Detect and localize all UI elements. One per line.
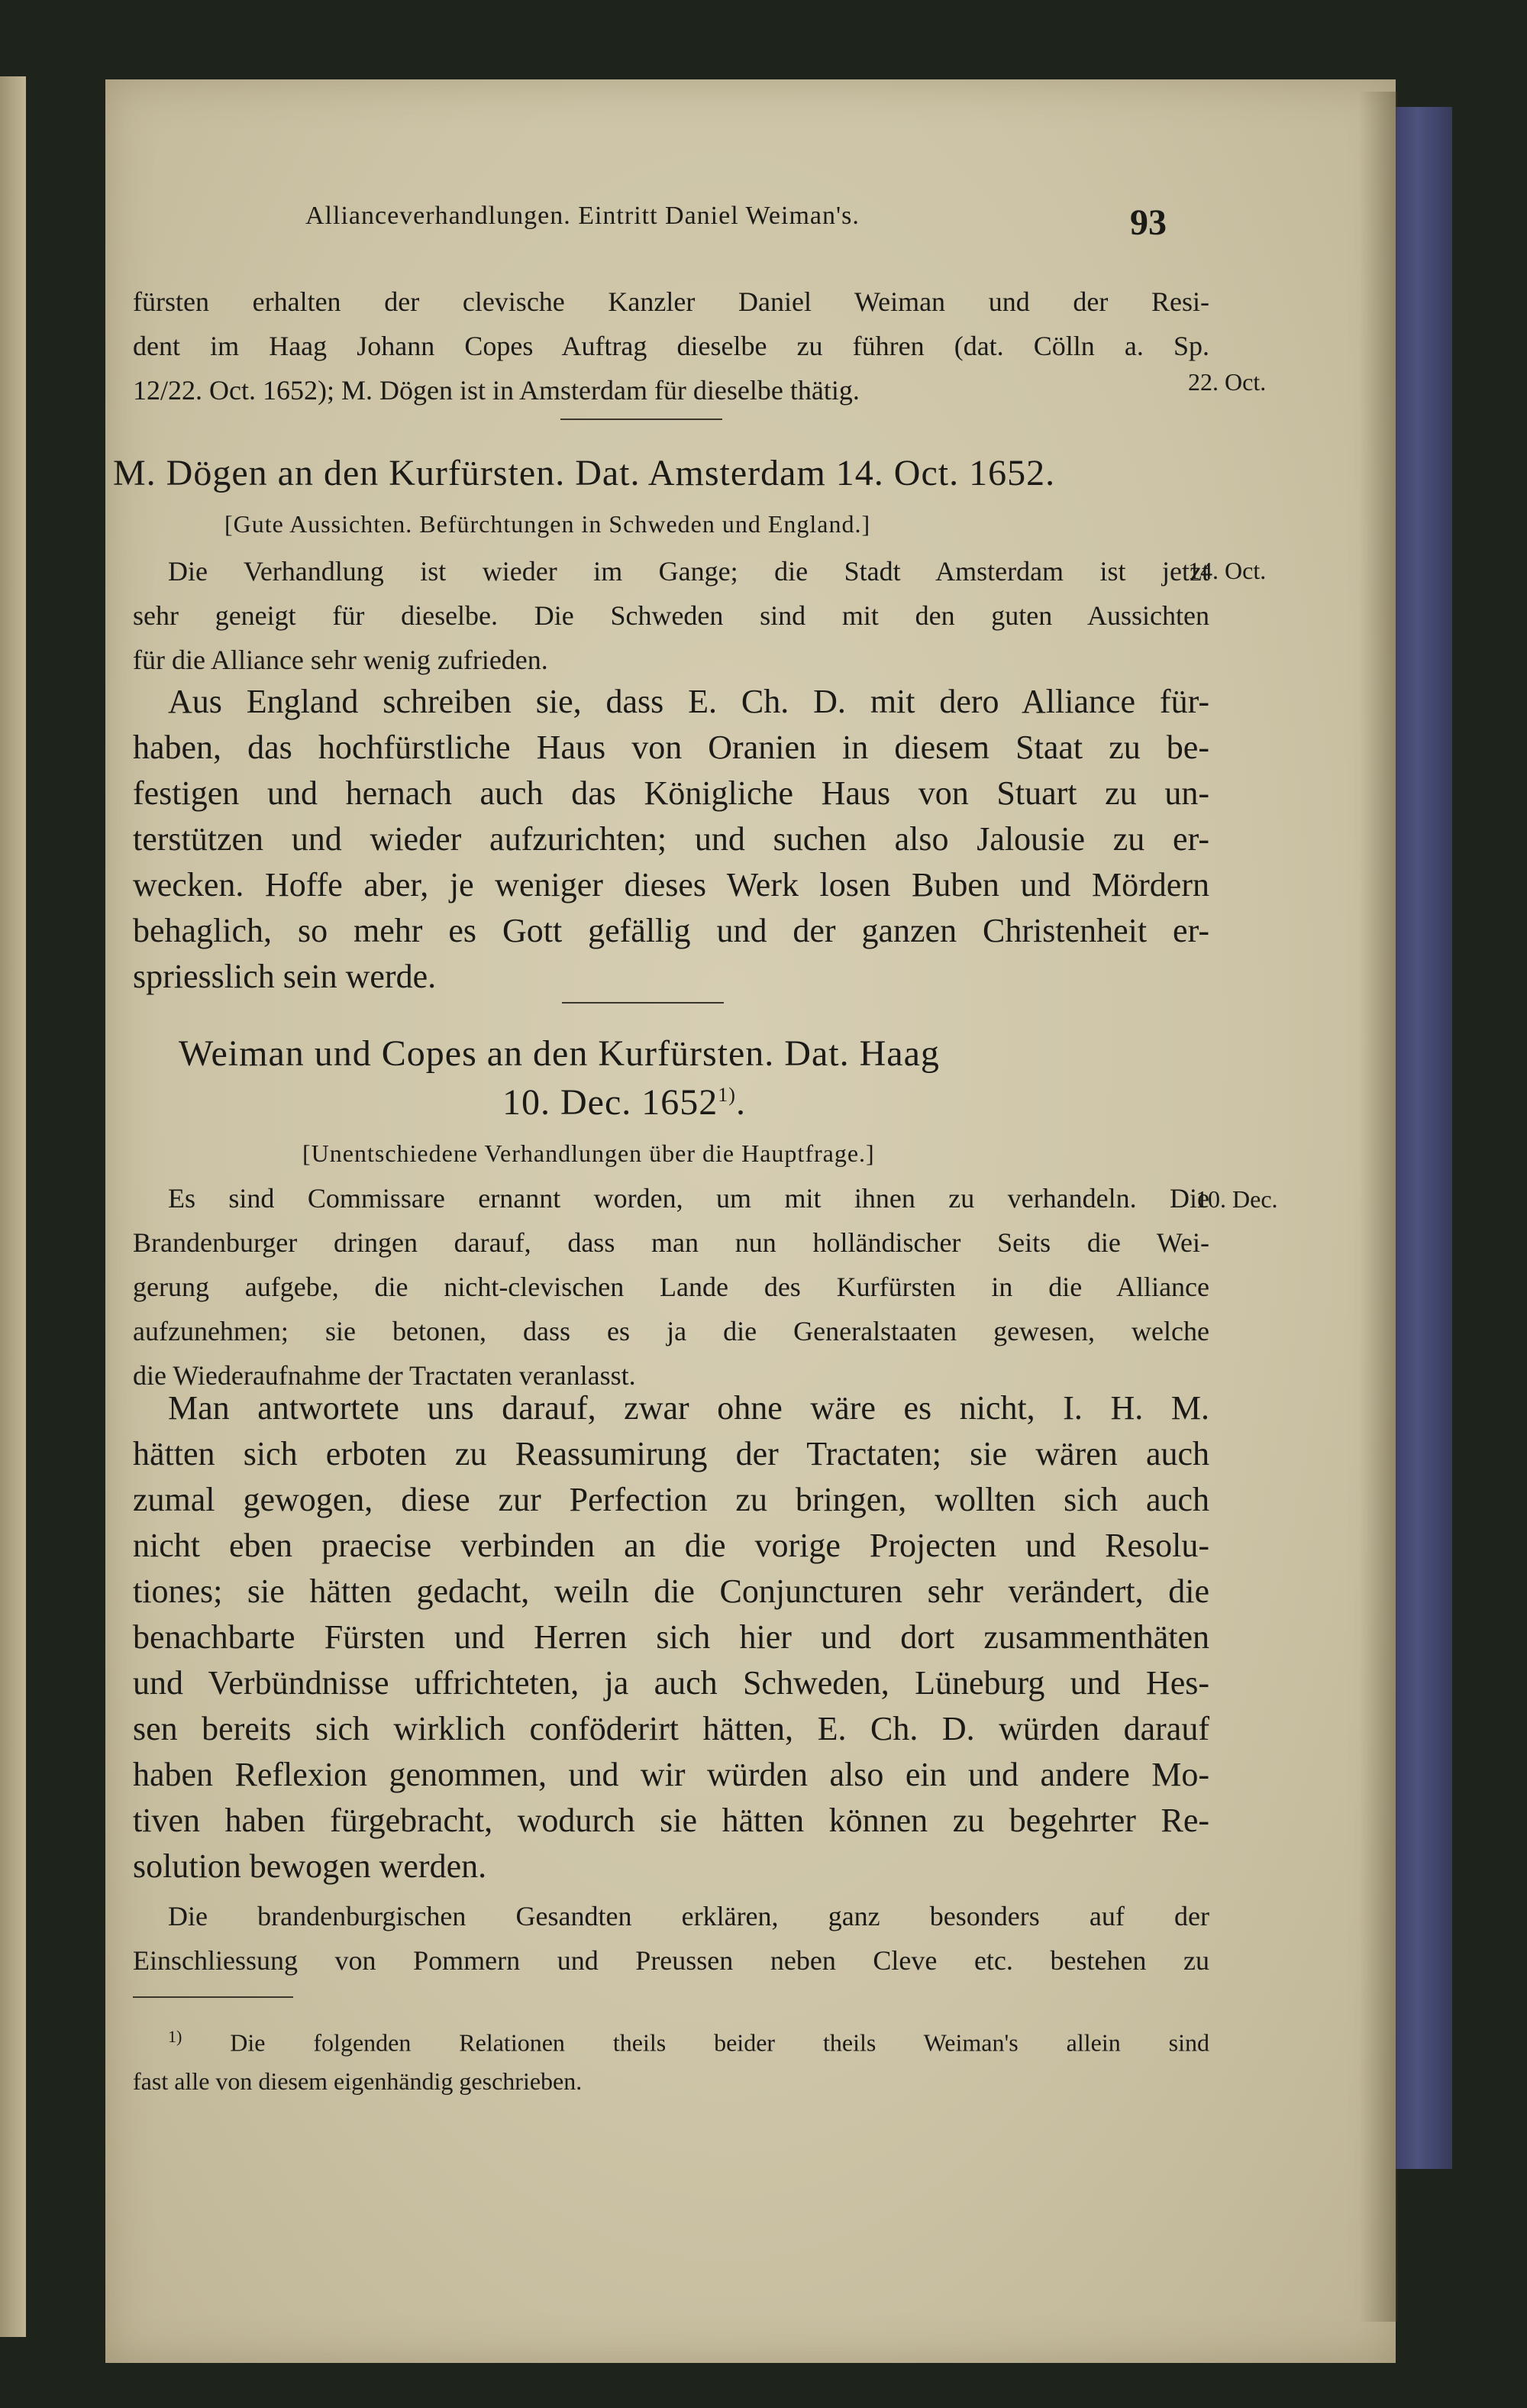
text-line: aufzunehmen; sie betonen, dass es ja die Generalstaaten gewesen, welche	[133, 1316, 1209, 1346]
book-cover-edge	[1390, 107, 1452, 2169]
text-line: Aus England schreiben sie, dass E. Ch. D. mit dero Alliance für-	[168, 683, 1209, 720]
text-line: Brandenburger dringen darauf, dass man nun holländischer Seits die Wei-	[133, 1227, 1209, 1258]
text-line: benachbarte Fürsten und Herren sich hier und dort zusammenthäten	[133, 1618, 1209, 1656]
text-line: terstützen und wieder aufzurichten; und suchen also Jalousie zu er-	[133, 820, 1209, 858]
section-divider	[560, 419, 722, 420]
text-line: die Wiederaufnahme der Tractaten veranlasst.	[133, 1360, 636, 1391]
letter-summary-dogen: [Gute Aussichten. Befürchtungen in Schweden und England.]	[224, 510, 871, 538]
text-line: haben Reflexion genommen, und wir würden also ein und andere Mo-	[133, 1756, 1209, 1793]
letter-title-dogen: M. Dögen an den Kurfürsten. Dat. Amsterdam 14. Oct. 1652.	[113, 453, 1056, 493]
dogen-paragraph-1	[133, 549, 1209, 682]
title-date: 10. Dec. 1652	[502, 1082, 718, 1123]
text-line: hätten sich erboten zu Reassumirung der Tractaten; sie wären auch	[133, 1435, 1209, 1472]
text-line: für die Alliance sehr wenig zufrieden.	[133, 645, 548, 675]
text-line: Es sind Commissare ernannt worden, um mit ihnen zu verhandeln. Die	[168, 1183, 1209, 1214]
footnote-rule	[133, 1996, 293, 1998]
footnote-line	[133, 2018, 1209, 2062]
title-end: .	[735, 1082, 746, 1123]
text-line: solution bewogen werden.	[133, 1847, 487, 1885]
margin-date-10-dec: 10. Dec.	[1196, 1185, 1278, 1213]
text-line: sehr geneigt für dieselbe. Die Schweden sind mit den guten Aussichten	[133, 600, 1209, 631]
footnote-mark: 1)	[168, 2027, 182, 2046]
running-title: Allianceverhandlungen. Eintritt Daniel Weiman's.	[305, 202, 860, 230]
margin-date-intro: 22. Oct.	[1188, 368, 1267, 396]
intro-line: 12/22. Oct. 1652); M. Dögen ist in Amsterdam für dieselbe thätig.	[133, 375, 860, 406]
text-line: festigen und hernach auch das Königliche Haus von Stuart zu un-	[133, 774, 1209, 812]
weiman-paragraph-2	[133, 1385, 1209, 1889]
section-divider	[562, 1002, 724, 1004]
text-line: tiones; sie hätten gedacht, weiln die Conjuncturen sehr verändert, die	[133, 1572, 1209, 1610]
text-line: nicht eben praecise verbinden an die vorige Projecten und Resolu-	[133, 1527, 1209, 1564]
margin-date-14-oct: 14. Oct.	[1188, 557, 1267, 584]
text-line: Die brandenburgischen Gesandten erklären, ganz besonders auf der	[168, 1901, 1209, 1931]
text-line: zumal gewogen, diese zur Perfection zu bringen, wollten sich auch	[133, 1481, 1209, 1518]
text-line: behaglich, so mehr es Gott gefällig und der ganzen Christenheit er-	[133, 912, 1209, 949]
intro-line: fürsten erhalten der clevische Kanzler Daniel Weiman und der Resi-	[133, 286, 1209, 317]
letter-title-weiman-line1: Weiman und Copes an den Kurfürsten. Dat. Haag	[179, 1033, 940, 1074]
page-shadow	[1359, 92, 1397, 2322]
footnote-text: Die folgenden Relationen theils beider theils Weiman's allein sind	[230, 2028, 1210, 2057]
text-line: Einschliessung von Pommern und Preussen neben Cleve etc. bestehen zu	[133, 1945, 1209, 1976]
footnote	[133, 2018, 1209, 2100]
text-line: spriesslich sein werde.	[133, 958, 437, 995]
intro-line: dent im Haag Johann Copes Auftrag dieselbe zu führen (dat. Cölln a. Sp.	[133, 331, 1209, 361]
text-line: Die Verhandlung ist wieder im Gange; die Stadt Amsterdam ist jetzt	[168, 556, 1209, 587]
book-page	[105, 79, 1396, 2363]
footnote-line: fast alle von diesem eigenhändig geschrieben.	[133, 2067, 583, 2095]
text-line: Man antwortete uns darauf, zwar ohne wäre es nicht, I. H. M.	[168, 1389, 1209, 1427]
text-line: sen bereits sich wirklich conföderirt hätten, E. Ch. D. würden darauf	[133, 1710, 1209, 1747]
weiman-paragraph-3	[133, 1894, 1209, 1983]
text-line: haben, das hochfürstliche Haus von Oranien in diesem Staat zu be-	[133, 729, 1209, 766]
footnote-reference: 1)	[718, 1084, 736, 1106]
intro-paragraph	[133, 280, 1209, 412]
text-line: gerung aufgebe, die nicht-clevischen Lande des Kurfürsten in die Alliance	[133, 1272, 1209, 1302]
text-line: und Verbündnisse uffrichteten, ja auch Schweden, Lüneburg und Hes-	[133, 1664, 1209, 1702]
facing-page-edge	[0, 76, 26, 2337]
text-line: tiven haben fürgebracht, wodurch sie hätten können zu begehrter Re-	[133, 1802, 1209, 1839]
letter-summary-weiman: [Unentschiedene Verhandlungen über die Hauptfrage.]	[302, 1139, 875, 1167]
text-line: wecken. Hoffe aber, je weniger dieses Werk losen Buben und Mördern	[133, 866, 1209, 903]
page-number: 93	[1130, 202, 1167, 243]
dogen-paragraph-2	[133, 679, 1209, 1000]
letter-title-weiman-line2	[502, 1081, 746, 1123]
weiman-paragraph-1	[133, 1176, 1209, 1398]
